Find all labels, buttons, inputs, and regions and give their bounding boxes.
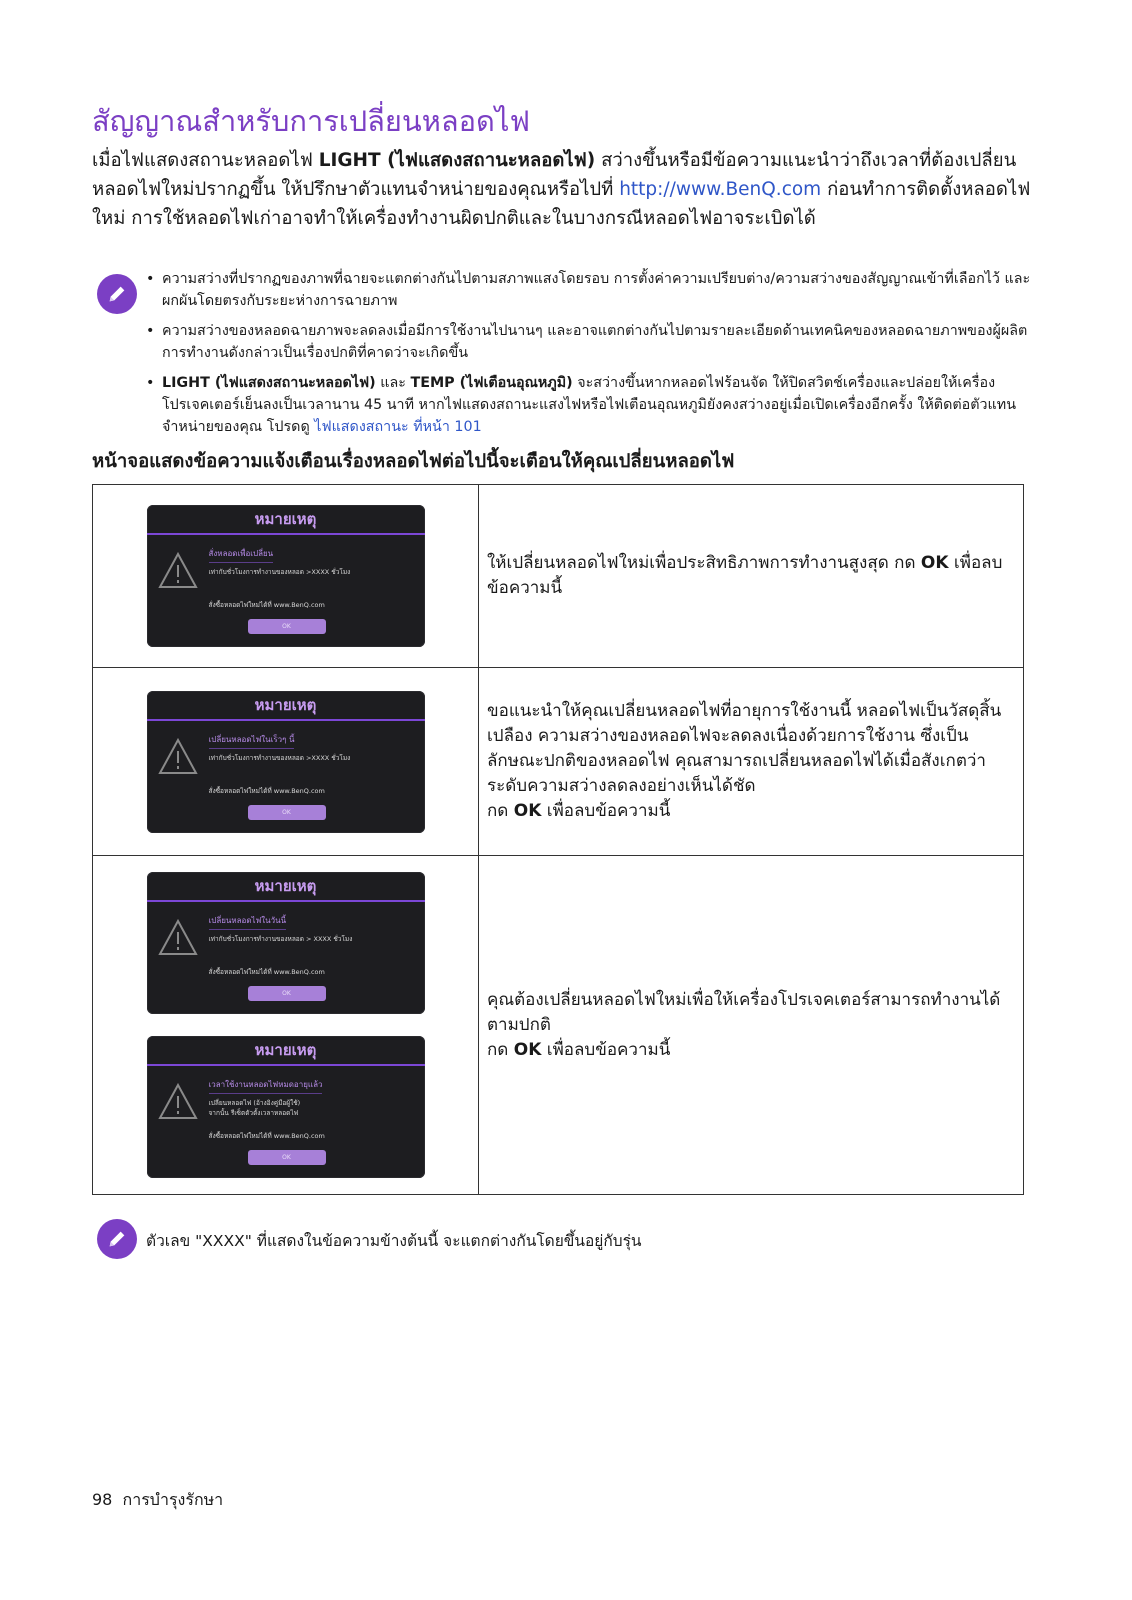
osd-cell bbox=[93, 856, 479, 1195]
description-text: กด bbox=[487, 1039, 514, 1060]
light-indicator-label: LIGHT (ไฟแสดงสถานะหลอดไฟ) bbox=[318, 150, 596, 171]
osd-heading: เปลี่ยนหลอดไฟในเร็วๆ นี้ bbox=[209, 733, 295, 749]
ok-key-label: OK bbox=[513, 801, 542, 821]
note-text: และ bbox=[375, 375, 411, 391]
osd-heading: เวลาใช้งานหลอดไฟหมดอายุแล้ว bbox=[209, 1078, 323, 1094]
description-text: ให้เปลี่ยนหลอดไฟใหม่เพื่อประสิทธิภาพการทำงานสูงสุด กด bbox=[487, 553, 921, 573]
osd-hours-text: เท่ากับชั่วโมงการทำงานของหลอด >XXXX ชั่วโมง bbox=[208, 568, 351, 576]
section-name: การบำรุงรักษา bbox=[122, 1490, 224, 1509]
osd-order-text: สั่งซื้อหลอดไฟใหม่ได้ที่ www.BenQ.com bbox=[208, 601, 325, 609]
table-row bbox=[93, 668, 1024, 856]
osd-cell bbox=[93, 668, 479, 856]
indicator-page-link[interactable]: ไฟแสดงสถานะ ที่หน้า 101 bbox=[314, 419, 482, 435]
description-text: คุณต้องเปลี่ยนหลอดไฟใหม่เพื่อให้เครื่องโปรเจคเตอร์สามารถทำงานได้ตามปกติ bbox=[487, 989, 1001, 1035]
osd-cell bbox=[93, 485, 479, 668]
osd-ok-button[interactable]: OK bbox=[248, 805, 326, 820]
intro-paragraph bbox=[92, 146, 1052, 233]
intro-text-3: ก่อนทำการติดตั้งหลอดไฟใหม่ การใช้หลอดไฟเก่าอาจทำให้เครื่องทำงานผิดปกติและในบางกรณีหลอดไฟอาจระเบิดได้ bbox=[92, 179, 1031, 229]
ok-key-label: OK bbox=[513, 1039, 542, 1060]
description-cell bbox=[479, 668, 1024, 856]
section-subhead: หน้าจอแสดงข้อความแจ้งเตือนเรื่องหลอดไฟต่อไปนี้จะเตือนให้คุณเปลี่ยนหลอดไฟ bbox=[92, 451, 735, 472]
model-footnote: ตัวเลข "XXXX" ที่แสดงในข้อความข้างต้นนี้ จะแตกต่างกันโดยขึ้นอยู่กับรุ่น bbox=[146, 1232, 642, 1250]
osd-order-text: สั่งซื้อหลอดไฟใหม่ได้ที่ www.BenQ.com bbox=[208, 968, 325, 976]
osd-reset-text: จากนั้น รีเซ็ตตัวตั้งเวลาหลอดไฟ bbox=[208, 1109, 299, 1117]
description-text: เพื่อลบข้อความนี้ bbox=[541, 801, 671, 821]
temp-indicator-label: TEMP (ไฟเตือนอุณหภูมิ) bbox=[410, 375, 573, 391]
osd-hours-text: เท่ากับชั่วโมงการทำงานของหลอด > XXXX ชั่วโมง bbox=[208, 935, 353, 943]
description-text: กด bbox=[487, 801, 514, 821]
warning-icon bbox=[157, 1082, 199, 1122]
osd-title: หมายเหตุ bbox=[147, 691, 425, 721]
intro-text-2: สว่างขึ้นหรือมีข้อความแนะนำว่าถึงเวลาที่ต้องเปลี่ยนหลอดไฟใหม่ปรากฏขึ้น ให้ปรึกษาตัวแทนจำหน่ายของคุณหรือไปที่ bbox=[92, 150, 1017, 200]
osd-hours-text: เท่ากับชั่วโมงการทำงานของหลอด >XXXX ชั่วโมง bbox=[208, 753, 351, 762]
description-cell bbox=[479, 485, 1024, 668]
osd-replace-text: เปลี่ยนหลอดไฟ (อ้างอิงคู่มือผู้ใช้) bbox=[208, 1099, 301, 1107]
note-item: • ความสว่างที่ปรากฏของภาพที่ฉายจะแตกต่างกันไปตามสภาพแสงโดยรอบ การตั้งค่าความเปรียบต่าง/ความสว่างของสัญญาณเข้าที่เลือกไว้ และผกผันโดยตรงกับระยะห่างการฉายภาพ bbox=[146, 268, 1046, 312]
ok-key-label: OK bbox=[920, 553, 949, 573]
benq-link[interactable]: http://www.BenQ.com bbox=[619, 179, 822, 200]
warning-icon bbox=[157, 737, 199, 777]
light-indicator-label: LIGHT (ไฟแสดงสถานะหลอดไฟ) bbox=[162, 375, 376, 391]
osd-order-text: สั่งซื้อหลอดไฟใหม่ได้ที่ www.BenQ.com bbox=[208, 1132, 325, 1140]
note-text: จะสว่างขึ้นหากหลอดไฟร้อนจัด ให้ปิดสวิตช์เครื่องและปล่อยให้เครื่องโปรเจคเตอร์เย็นลงเป็นเวลานาน 45 นาที หากไฟแสดงสถานะแสงไฟหรือไฟเตือนอุณหภูมิยังคงสว่างอยู่เมื่อเปิดเครื่องอีกครั้ง ให้ติดต่อตัวแทนจำหน่ายของคุณ โปรดดู bbox=[162, 375, 1016, 435]
osd-order-text: สั่งซื้อหลอดไฟใหม่ได้ที่ www.BenQ.com bbox=[208, 786, 325, 795]
notes-list bbox=[146, 268, 1046, 446]
warning-icon bbox=[157, 551, 199, 591]
note-item: • ความสว่างของหลอดฉายภาพจะลดลงเมื่อมีการใช้งานไปนานๆ และอาจแตกต่างกันไปตามรายละเอียดด้านเทคนิคของหลอดฉายภาพของผู้ผลิต การทำงานดังกล่าวเป็นเรื่องปกติที่คาดว่าจะเกิดขึ้น bbox=[146, 320, 1046, 364]
osd-ok-button[interactable]: OK bbox=[248, 986, 326, 1001]
description-text: เพื่อลบข้อความนี้ bbox=[487, 553, 1003, 598]
pencil-note-icon bbox=[97, 1219, 137, 1259]
warning-icon bbox=[157, 918, 199, 958]
osd-title: หมายเหตุ bbox=[147, 505, 425, 535]
lamp-messages-table bbox=[92, 484, 1024, 1195]
osd-message-replace-soon bbox=[147, 691, 425, 833]
page-footer bbox=[92, 1488, 223, 1513]
osd-ok-button[interactable]: OK bbox=[248, 619, 326, 634]
osd-message-order-lamp bbox=[147, 505, 425, 647]
osd-message-lamp-expired bbox=[147, 1036, 425, 1178]
table-row bbox=[93, 856, 1024, 1195]
note-item bbox=[146, 372, 1046, 438]
osd-title: หมายเหตุ bbox=[147, 1036, 425, 1066]
osd-title: หมายเหตุ bbox=[147, 872, 425, 902]
osd-heading: เปลี่ยนหลอดไฟในวันนี้ bbox=[209, 914, 287, 930]
osd-message-replace-now bbox=[147, 872, 425, 1014]
description-text: เพื่อลบข้อความนี้ bbox=[541, 1039, 671, 1060]
table-row bbox=[93, 485, 1024, 668]
osd-heading: สั่งหลอดเพื่อเปลี่ยน bbox=[209, 547, 274, 563]
intro-text-1: เมื่อไฟแสดงสถานะหลอดไฟ bbox=[92, 150, 319, 171]
osd-ok-button[interactable]: OK bbox=[248, 1150, 326, 1165]
page-title: สัญญาณสำหรับการเปลี่ยนหลอดไฟ bbox=[92, 104, 530, 138]
pencil-note-icon bbox=[97, 274, 137, 314]
page-number: 98 bbox=[92, 1490, 113, 1509]
description-text: ขอแนะนำให้คุณเปลี่ยนหลอดไฟที่อายุการใช้งานนี้ หลอดไฟเป็นวัสดุสิ้นเปลือง ความสว่างของหลอดไฟจะลดลงเนื่องด้วยการใช้งาน ซึ่งเป็นลักษณะปกติของหลอดไฟ คุณสามารถเปลี่ยนหลอดไฟได้เมื่อสังเกตว่าระดับความสว่างลดลงอย่างเห็นได้ชัด bbox=[487, 701, 1002, 796]
description-cell bbox=[479, 856, 1024, 1195]
